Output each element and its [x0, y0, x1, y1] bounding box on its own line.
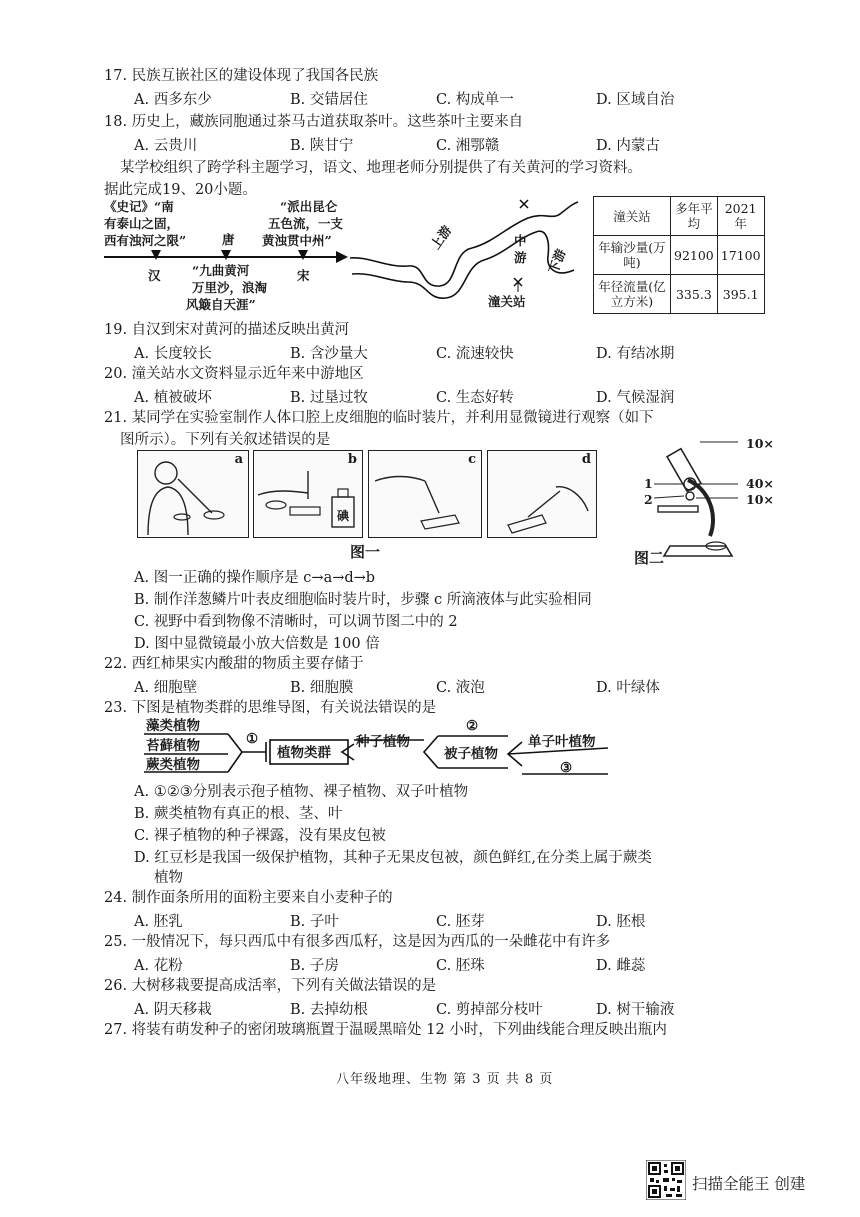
q24-option-c: C. 胚芽 — [436, 914, 485, 930]
dynasty-han: 汉 — [148, 268, 161, 283]
question-22-stem: 22. 西红柿果实内酸甜的物质主要存储于 — [104, 656, 364, 672]
mindmap-seed-plants: 种子植物 — [356, 734, 410, 750]
question-24-stem: 24. 制作面条所用的面粉主要来自小麦种子的 — [104, 890, 393, 906]
marker-song — [298, 250, 308, 260]
q25-option-c: C. 胚珠 — [436, 958, 485, 974]
quote-tang: “九曲黄河 万里沙，浪淘 风簸自天涯” — [186, 263, 268, 312]
q25-option-a: A. 花粉 — [134, 958, 183, 974]
q26-option-a: A. 阴天移栽 — [134, 1002, 212, 1018]
mindmap-algae: 藻类植物 — [146, 718, 200, 734]
mindmap-circle-3: ③ — [560, 760, 573, 776]
q26-option-c: C. 剪掉部分枝叶 — [436, 1002, 543, 1018]
microscope-drawing — [640, 440, 750, 564]
q24-option-a: A. 胚乳 — [134, 914, 183, 930]
mindmap-fern: 蕨类植物 — [146, 757, 200, 773]
question-21-stem-line-2: 图所示）。下列有关叙述错误的是 — [120, 432, 331, 448]
hydrology-table — [593, 196, 765, 314]
table-row — [594, 236, 765, 275]
mindmap-plant-groups: 植物类群 — [277, 745, 331, 761]
table-cell-2021: 17100 — [717, 236, 764, 275]
table-header-row — [594, 197, 765, 236]
table-cell-2021: 395.1 — [717, 275, 764, 314]
figure1-caption: 图一 — [350, 543, 381, 561]
q20-option-d: D. 气候湿润 — [596, 390, 675, 406]
q23-option-b: B. 蕨类植物有真正的根、茎、叶 — [134, 806, 343, 822]
figure1-panel-a: a — [137, 450, 249, 538]
scanner-watermark-text: 扫描全能王 创建 — [692, 1175, 806, 1193]
page-footer: 八年级地理、生物 第 3 页 共 8 页 — [336, 1072, 554, 1087]
dynasty-song: 宋 — [297, 268, 310, 283]
q17-option-a: A. 西多东少 — [134, 92, 212, 108]
question-25-stem: 25. 一般情况下，每只西瓜中有很多西瓜籽，这是因为西瓜的一朵雌花中有许多 — [104, 934, 611, 950]
label-middle-reach: 中 游 — [514, 233, 527, 265]
q22-option-d: D. 叶绿体 — [596, 680, 660, 696]
table-header-average: 多年平均 — [671, 197, 718, 236]
q19-option-c: C. 流速较快 — [436, 346, 514, 362]
magnification-objective-low: 10× — [746, 492, 774, 507]
q22-option-c: C. 液泡 — [436, 680, 485, 696]
q21-option-d: D. 图中显微镜最小放大倍数是 100 倍 — [134, 636, 380, 652]
mindmap-monocots: 单子叶植物 — [528, 734, 596, 750]
q17-option-c: C. 构成单一 — [436, 92, 514, 108]
q23-option-a: A. ①②③分别表示孢子植物、裸子植物、双子叶植物 — [134, 784, 469, 800]
q25-option-d: D. 雌蕊 — [596, 958, 646, 974]
question-27-stem: 27. 将装有萌发种子的密闭玻璃瓶置于温暖黑暗处 12 小时，下列曲线能合理反映出瓶内 — [104, 1022, 667, 1038]
q18-option-d: D. 内蒙古 — [596, 138, 660, 154]
figure1-panel-b: b 碘 — [253, 450, 363, 538]
table-row — [594, 275, 765, 314]
quote-shiji: 《史记》“南 有泰山之固， 西有浊河之限” — [104, 199, 187, 248]
question-23-stem: 23. 下图是植物类群的思维导图，有关说法错误的是 — [104, 700, 437, 716]
table-header-station: 潼关站 — [594, 197, 671, 236]
passage-line-1: 某学校组织了跨学科主题学习，语文、地理老师分别提供了有关黄河的学习资料。 — [120, 160, 642, 176]
q23-option-d: D. 红豆杉是我国一级保护植物，其种子无果皮包被，颜色鲜红,在分类上属于蕨类 — [134, 850, 652, 866]
question-18-stem: 18. 历史上，藏族同胞通过茶马古道获取茶叶。这些茶叶主要来自 — [104, 114, 524, 130]
q23-option-d-continued: 植物 — [154, 870, 183, 886]
table-header-2021: 2021年 — [717, 197, 764, 236]
q17-option-d: D. 区域自治 — [596, 92, 675, 108]
question-21-stem-line-1: 21. 某同学在实验室制作人体口腔上皮细胞的临时装片，并利用显微镜进行观察（如下 — [104, 410, 654, 426]
q20-option-c: C. 生态好转 — [436, 390, 514, 406]
marker-tang — [221, 250, 231, 260]
q20-option-b: B. 过垦过牧 — [290, 390, 368, 406]
q19-option-b: B. 含沙量大 — [290, 346, 368, 362]
mindmap-circle-1: ① — [246, 731, 259, 747]
q24-option-b: B. 子叶 — [290, 914, 339, 930]
q26-option-d: D. 树干输液 — [596, 1002, 675, 1018]
mindmap-circle-2: ② — [466, 718, 479, 734]
plant-mindmap-lines — [138, 714, 618, 786]
q17-option-b: B. 交错居住 — [290, 92, 368, 108]
q21-option-b: B. 制作洋葱鳞片叶表皮细胞临时装片时，步骤 c 所滴液体与此实验相同 — [134, 592, 592, 608]
q24-option-d: D. 胚根 — [596, 914, 646, 930]
question-26-stem: 26. 大树移栽要提高成活率，下列有关做法错误的是 — [104, 978, 437, 994]
q19-option-a: A. 长度较长 — [134, 346, 212, 362]
label-tongguan-station: 潼关站 — [488, 294, 526, 309]
quote-song: “派出昆仑 五色流，一支 黄浊贯中州” — [262, 199, 344, 248]
q22-option-b: B. 细胞膜 — [290, 680, 354, 696]
marker-han — [151, 250, 161, 260]
table-cell-average: 335.3 — [671, 275, 718, 314]
magnification-objective-high: 40× — [746, 476, 774, 491]
q18-option-b: B. 陕甘宁 — [290, 138, 354, 154]
microscope-label-2: 2 — [644, 492, 653, 507]
q26-option-b: B. 去掉幼根 — [290, 1002, 368, 1018]
q21-option-c: C. 视野中看到物像不清晰时，可以调节图二中的 2 — [134, 614, 458, 630]
q18-option-c: C. 湘鄂赣 — [436, 138, 500, 154]
q21-option-a: A. 图一正确的操作顺序是 c→a→d→b — [134, 570, 376, 586]
q20-option-a: A. 植被破坏 — [134, 390, 212, 406]
question-20-stem: 20. 潼关站水文资料显示近年来中游地区 — [104, 366, 364, 382]
question-19-stem: 19. 自汉到宋对黄河的描述反映出黄河 — [104, 322, 350, 338]
figure1-panel-c: c — [368, 450, 482, 538]
q22-option-a: A. 细胞壁 — [134, 680, 198, 696]
table-cell-label: 年径流量(亿立方米) — [594, 275, 671, 314]
figure2-caption: 图二 — [634, 549, 665, 567]
magnification-eyepiece: 10× — [746, 436, 774, 451]
qr-code-icon — [646, 1160, 686, 1200]
table-cell-average: 92100 — [671, 236, 718, 275]
iodine-bottle-label: 碘 — [337, 509, 350, 523]
microscope-label-1: 1 — [644, 476, 653, 491]
dynasty-tang: 唐 — [222, 232, 235, 247]
q19-option-d: D. 有结冰期 — [596, 346, 675, 362]
q18-option-a: A. 云贵川 — [134, 138, 198, 154]
q25-option-b: B. 子房 — [290, 958, 339, 974]
label-lower-reach: 下游 — [545, 246, 569, 276]
passage-line-2: 据此完成19、20小题。 — [104, 182, 257, 198]
mindmap-moss: 苔藓植物 — [146, 738, 200, 754]
table-cell-label: 年输沙量(万吨) — [594, 236, 671, 275]
mindmap-angiosperms: 被子植物 — [444, 746, 498, 762]
figure1-panel-d: d — [487, 450, 597, 538]
q23-option-c: C. 裸子植物的种子裸露，没有果皮包被 — [134, 828, 386, 844]
question-17-stem: 17. 民族互嵌社区的建设体现了我国各民族 — [104, 68, 379, 84]
label-upper-reach: 上游 — [427, 222, 455, 252]
